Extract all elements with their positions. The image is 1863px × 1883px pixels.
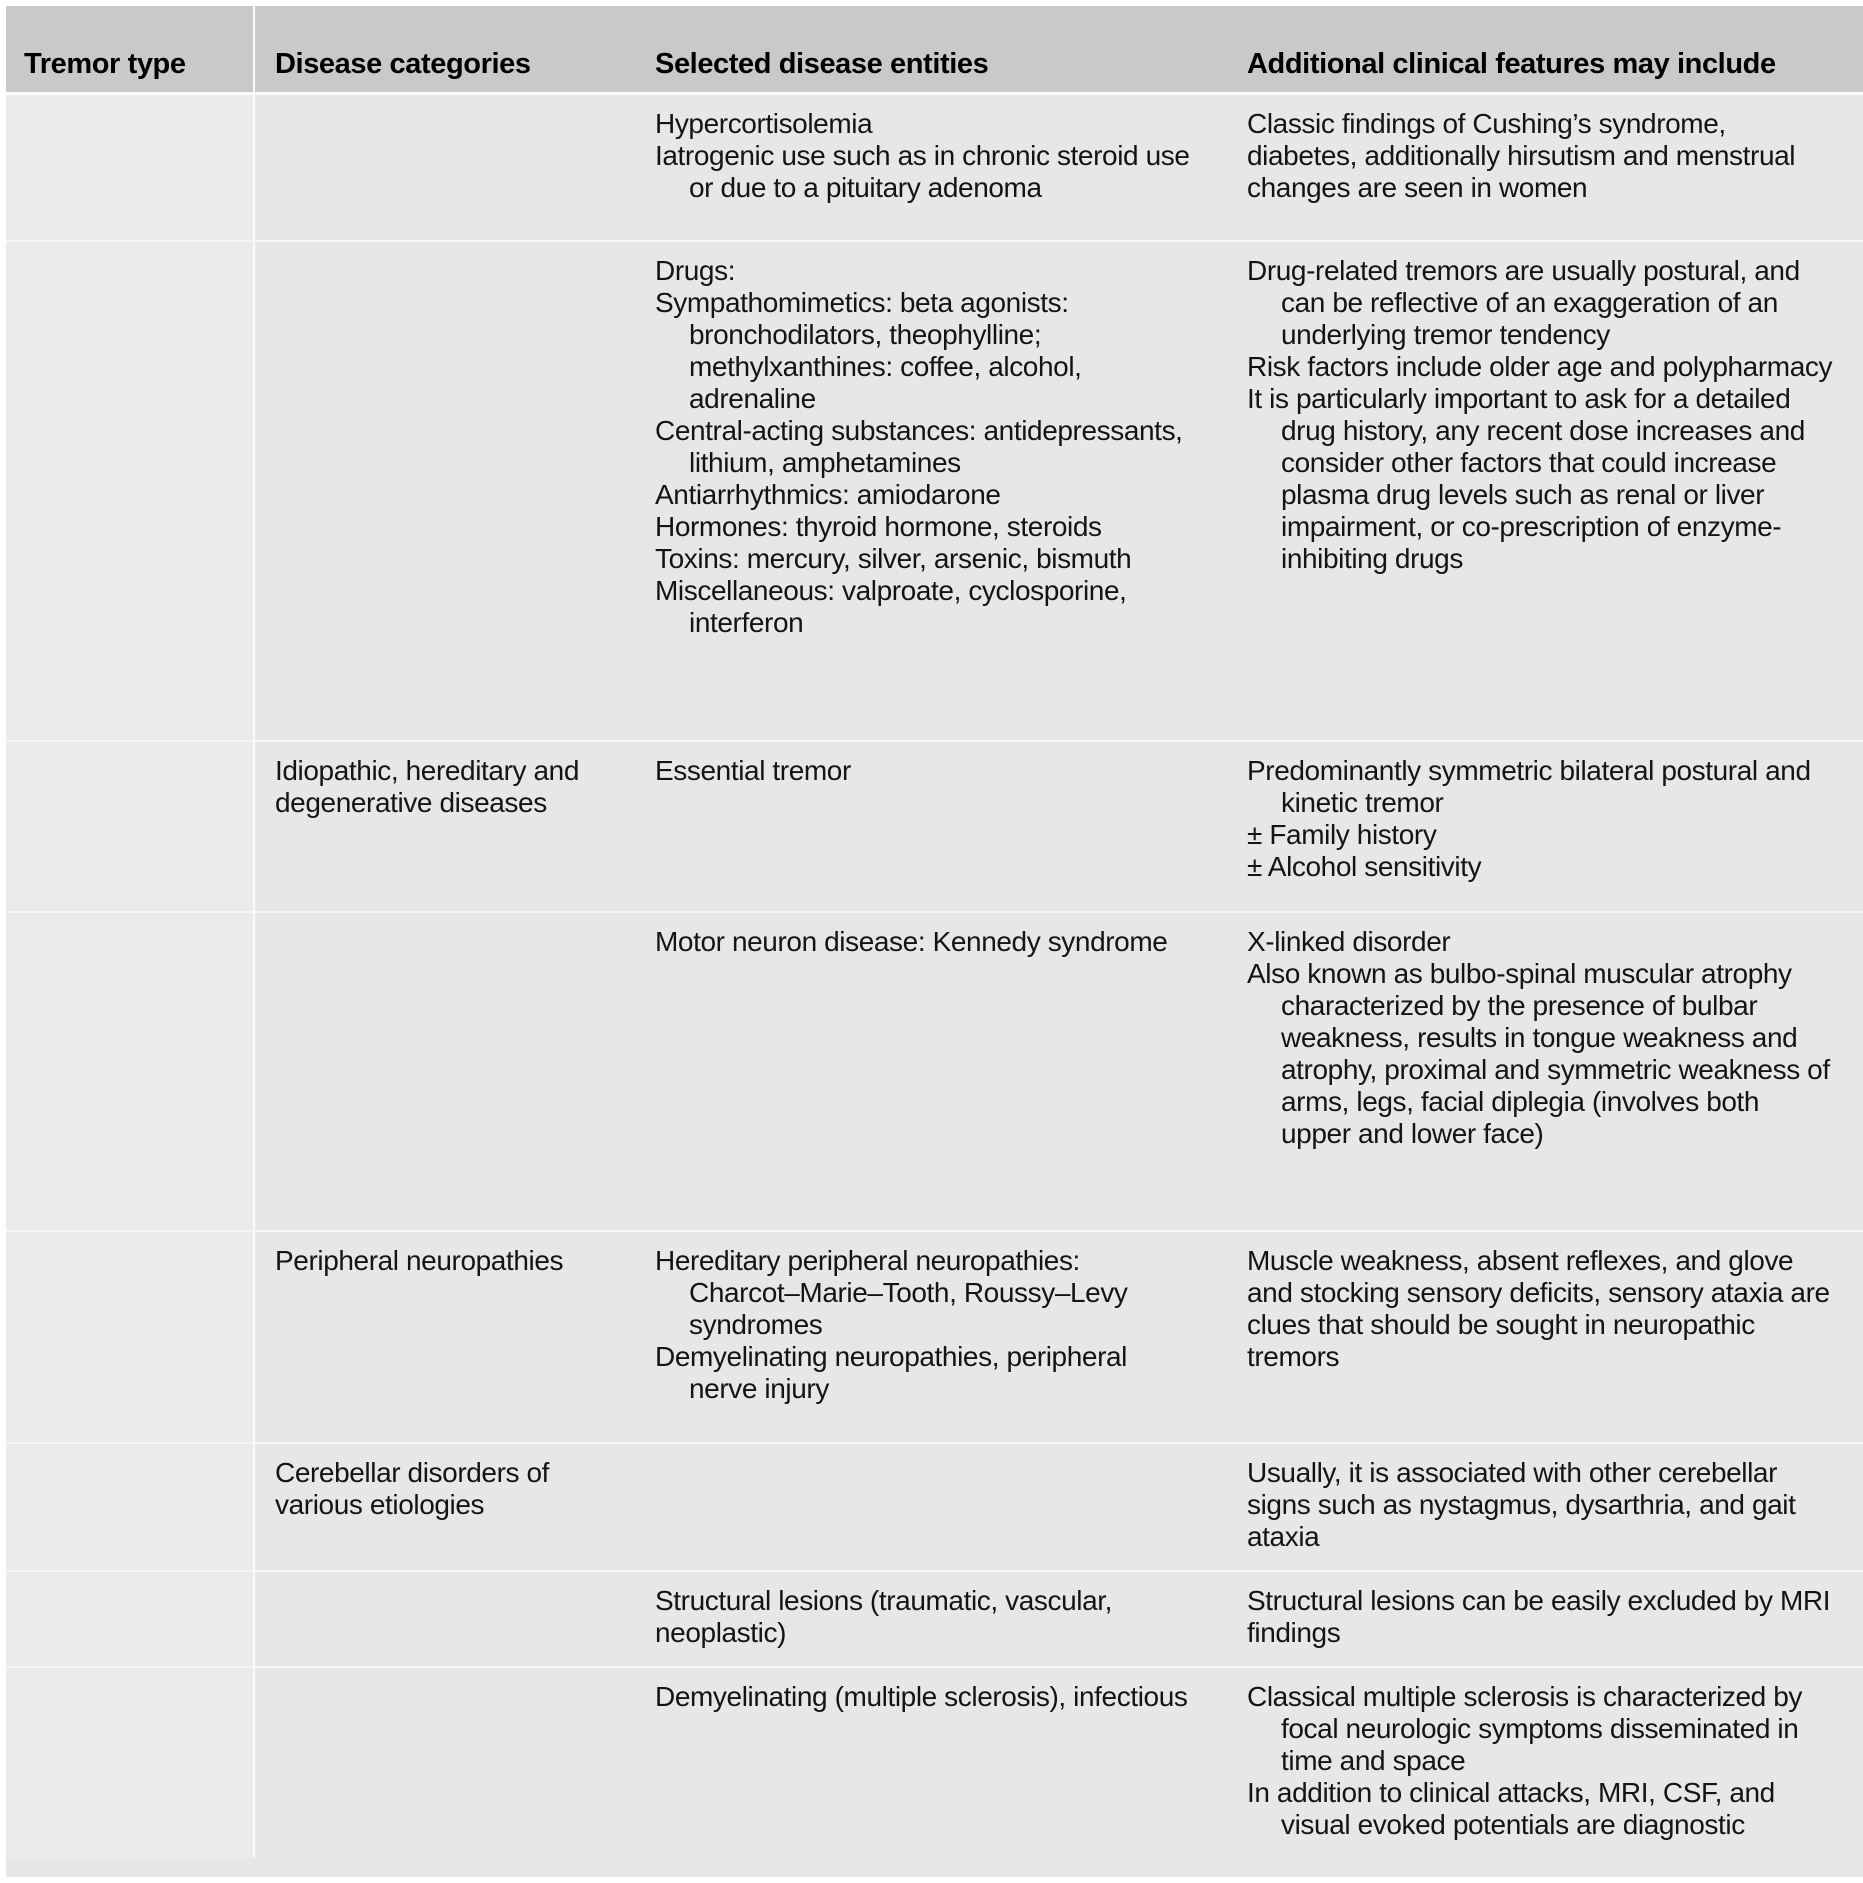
table-row [6,1666,1863,1858]
disease-category-cell [255,1572,645,1666]
disease-category-cell [255,1232,645,1442]
cell-text: Antiarrhythmics: amiodarone [655,479,1001,510]
cell-text: Toxins: mercury, silver, arsenic, bismuth [655,543,1132,574]
cell-text: Demyelinating (multiple sclerosis), infectious [655,1681,1188,1712]
clinical-features-cell [1235,742,1863,911]
tremor-type-cell [6,1668,255,1858]
tremor-type-cell [6,1232,255,1442]
clinical-features-cell [1235,1572,1863,1666]
table-body [6,95,1863,1877]
cell-text: Hypercortisolemia [655,108,873,139]
tremor-type-cell [6,742,255,911]
table-header-row [6,6,1863,95]
disease-entities-cell [645,1232,1235,1442]
cell-text: Classic findings of Cushing’s syndrome, diabetes, additionally hirsutism and menstrual changes are seen in women [1247,108,1796,203]
cell-text: Idiopathic, hereditary and degenerative diseases [275,755,580,818]
table-row [6,240,1863,740]
header-label: Additional clinical features may include [1247,48,1776,80]
cell-text: ± Alcohol sensitivity [1247,851,1482,882]
tremor-type-cell [6,913,255,1230]
disease-entities-cell [645,1668,1235,1858]
cell-text: Hereditary peripheral neuropathies: Charcot–Marie–Tooth, Roussy–Levy syndromes [655,1245,1128,1340]
cell-text: Muscle weakness, absent reflexes, and glove and stocking sensory deficits, sensory ataxia are clues that should be sought in neuropathic tremors [1247,1245,1830,1372]
header-additional-clinical-features [1235,6,1863,92]
cell-text: Essential tremor [655,755,851,786]
tremor-etiology-table [6,6,1863,1877]
tremor-type-cell [6,1444,255,1570]
clinical-features-cell [1235,1232,1863,1442]
cell-text: Also known as bulbo-spinal muscular atrophy characterized by the presence of bulbar weakness, results in tongue weakness and atrophy, proximal and symmetric weakness of arms, legs, facial diplegia (involves both upper and lower face) [1247,958,1830,1149]
cell-text: Usually, it is associated with other cerebellar signs such as nystagmus, dysarthria, and gait ataxia [1247,1457,1796,1552]
cell-text: Cerebellar disorders of various etiologies [275,1457,550,1520]
header-label: Selected disease entities [655,48,989,80]
clinical-features-cell [1235,95,1863,240]
table-row [6,740,1863,911]
cell-text: Classical multiple sclerosis is characterized by focal neurologic symptoms disseminated in time and space [1247,1681,1802,1776]
clinical-features-cell [1235,1444,1863,1570]
table-row [6,1230,1863,1442]
clinical-features-cell [1235,913,1863,1230]
table-row [6,95,1863,240]
cell-text: Hormones: thyroid hormone, steroids [655,511,1102,542]
disease-entities-cell [645,95,1235,240]
cell-text: Iatrogenic use such as in chronic steroid use or due to a pituitary adenoma [655,140,1190,203]
cell-text: Miscellaneous: valproate, cyclosporine, interferon [655,575,1127,638]
cell-text: Structural lesions can be easily excluded by MRI findings [1247,1585,1831,1648]
clinical-features-cell [1235,1668,1863,1858]
disease-entities-cell [645,1572,1235,1666]
cell-text: Sympathomimetics: beta agonists: bronchodilators, theophylline; methylxanthines: coffee, alcohol, adrenaline [655,287,1082,414]
cell-text: Drug-related tremors are usually postural, and can be reflective of an exaggeration of an underlying tremor tendency [1247,255,1800,350]
tremor-type-cell [6,1572,255,1666]
tremor-type-cell [6,95,255,240]
header-label: Tremor type [24,48,186,80]
header-disease-categories [255,6,645,92]
cell-text: ± Family history [1247,819,1437,850]
cell-text: Predominantly symmetric bilateral postural and kinetic tremor [1247,755,1811,818]
header-tremor-type [6,6,255,92]
disease-category-cell [255,913,645,1230]
tremor-type-cell [6,242,255,740]
cell-text: Motor neuron disease: Kennedy syndrome [655,926,1168,957]
disease-category-cell [255,742,645,911]
table-row [6,1570,1863,1666]
disease-category-cell [255,95,645,240]
cell-text: X-linked disorder [1247,926,1451,957]
cell-text: Central-acting substances: antidepressants, lithium, amphetamines [655,415,1183,478]
table-row [6,911,1863,1230]
table-row [6,1442,1863,1570]
cell-text: It is particularly important to ask for a detailed drug history, any recent dose increases and consider other factors that could increase plasma drug levels such as renal or liver impairment, or co-prescription of enzyme-inhibiting drugs [1247,383,1805,574]
header-label: Disease categories [275,48,531,80]
disease-entities-cell [645,1444,1235,1570]
disease-category-cell [255,1444,645,1570]
cell-text: Risk factors include older age and polypharmacy [1247,351,1833,382]
disease-entities-cell [645,913,1235,1230]
cell-text: Structural lesions (traumatic, vascular, neoplastic) [655,1585,1113,1648]
cell-text: Peripheral neuropathies [275,1245,564,1276]
cell-text: Demyelinating neuropathies, peripheral nerve injury [655,1341,1127,1404]
disease-category-cell [255,1668,645,1858]
disease-category-cell [255,242,645,740]
cell-text: In addition to clinical attacks, MRI, CSF, and visual evoked potentials are diagnostic [1247,1777,1775,1840]
header-selected-disease-entities [645,6,1235,92]
disease-entities-cell [645,742,1235,911]
cell-text: Drugs: [655,255,736,286]
clinical-features-cell [1235,242,1863,740]
disease-entities-cell [645,242,1235,740]
